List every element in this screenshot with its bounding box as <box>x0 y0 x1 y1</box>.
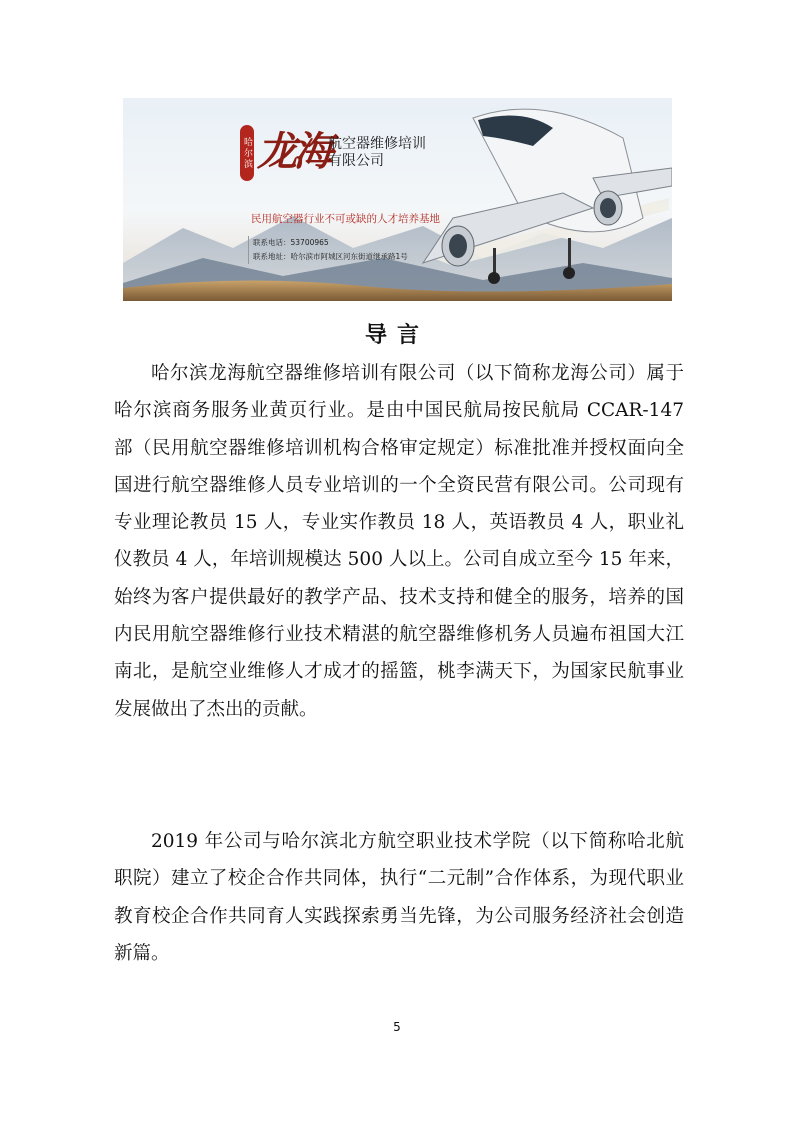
company-name-line2: 有限公司 <box>328 153 384 169</box>
banner-tagline: 民用航空器行业不可或缺的人才培养基地 <box>251 213 440 225</box>
contact-phone: 联系电话：53700965 <box>253 238 329 247</box>
company-name <box>328 136 426 170</box>
contact-info <box>248 236 408 264</box>
seal-badge: 哈尔滨 <box>240 125 254 181</box>
section-heading: 导言 <box>364 323 429 348</box>
contact-address: 联系地址：哈尔滨市阿城区河东街道继承路1号 <box>253 252 408 261</box>
intro-paragraph: 哈尔滨龙海航空器维修培训有限公司（以下简称龙海公司）属于哈尔滨商务服务业黄页行业。是由中国民航局按民航局 CCAR-147 部（民用航空器维修培训机构合格审定规定）标准批准并授权面向全国进行航空器维修人员专业培训的一个全资民营有限公司。公司现有专业理论教员 15 人，专业实作教员 18 人，英语教员 4 人，职业礼仪教员 4 人，年培训规模达 500 人以上。公司自成立至今 15 年来，始终为客户提供最好的教学产品、技术支持和健全的服务，培养的国内民用航空器维修行业技术精湛的航空器维修机务人员遍布祖国大江南北，是航空业维修人才成才的摇篮，桃李满天下，为国家民航事业发展做出了杰出的贡献。 <box>114 363 684 720</box>
header-banner <box>123 98 672 301</box>
page-number: 5 <box>393 1020 401 1034</box>
company-name-line1: 航空器维修培训 <box>328 136 426 152</box>
cooperation-paragraph: 2019 年公司与哈尔滨北方航空职业技术学院（以下简称哈北航职院）建立了校企合作共同体，执行“二元制”合作体系，为现代职业教育校企合作共同育人实践探索勇当先锋，为公司服务经济社会创造新篇。 <box>114 831 684 964</box>
airplane-illustration <box>123 98 672 301</box>
brand-logo-text: 龙海 <box>257 128 329 175</box>
